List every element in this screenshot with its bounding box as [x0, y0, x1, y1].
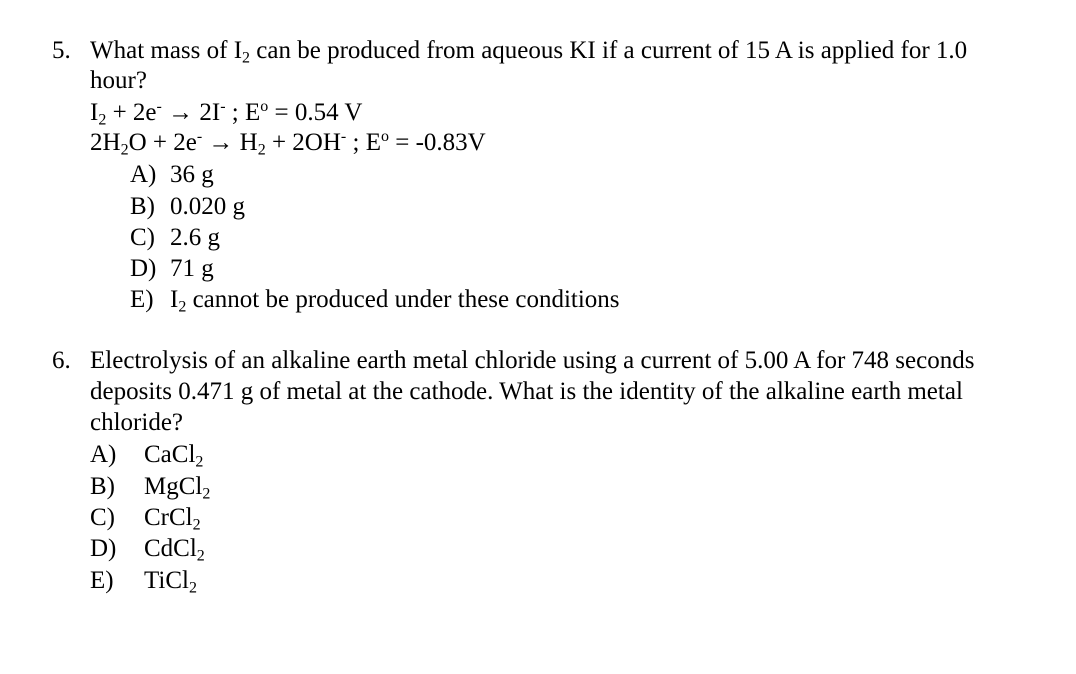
answer-option — [130, 192, 245, 222]
option-letter: D) — [130, 255, 157, 282]
question-number: 6. — [52, 347, 71, 374]
option-text: CdCl$_2$ — [144, 535, 205, 565]
option-text: $I_2$ cannot be produced under these conditions — [170, 286, 620, 316]
answer-option — [90, 566, 197, 596]
answer-option — [130, 285, 620, 315]
answer-option — [130, 223, 220, 253]
option-letter: B) — [130, 193, 155, 220]
half-reaction-2: $2H_2O + 2e^- \to H_2 + 2OH^-$ ; $E^o = -0.83V$ — [90, 128, 486, 159]
half-reaction-1: $I_2 + 2e^- \to 2I^-$ ; $E^o = 0.54$ V — [90, 98, 363, 129]
question-text-line: What mass of $I_2$ can be produced from aqueous KI if a current of 15 A is applied for 1.0 — [90, 37, 968, 67]
question-text-line: Electrolysis of an alkaline earth metal chloride using a current of 5.00 A for 748 seconds — [90, 347, 975, 374]
answer-option — [130, 254, 214, 284]
answer-option — [90, 503, 201, 533]
option-text: CaCl$_2$ — [144, 441, 204, 471]
option-letter: E) — [90, 567, 114, 594]
option-letter: A) — [130, 161, 157, 188]
option-text: 36 g — [170, 161, 214, 188]
answer-option — [130, 160, 214, 190]
option-text: 2.6 g — [170, 224, 220, 251]
question-number: 5. — [52, 37, 71, 64]
answer-option — [90, 534, 205, 564]
option-letter: C) — [130, 224, 155, 251]
option-letter: D) — [90, 535, 117, 562]
option-text: CrCl$_2$ — [144, 504, 201, 534]
question-text-line: deposits 0.471 g of metal at the cathode. What is the identity of the alkaline earth metal — [90, 378, 963, 405]
option-letter: E) — [130, 286, 154, 313]
option-text: TiCl$_2$ — [144, 567, 197, 597]
option-text: 0.020 g — [170, 193, 245, 220]
answer-option — [90, 472, 210, 502]
question-text-line: hour? — [90, 67, 147, 94]
option-letter: A) — [90, 441, 117, 468]
question-text-line: chloride? — [90, 409, 184, 436]
answer-option — [90, 440, 203, 470]
option-letter: C) — [90, 504, 115, 531]
option-text: 71 g — [170, 255, 214, 282]
option-letter: B) — [90, 473, 115, 500]
option-text: MgCl$_2$ — [144, 473, 211, 503]
